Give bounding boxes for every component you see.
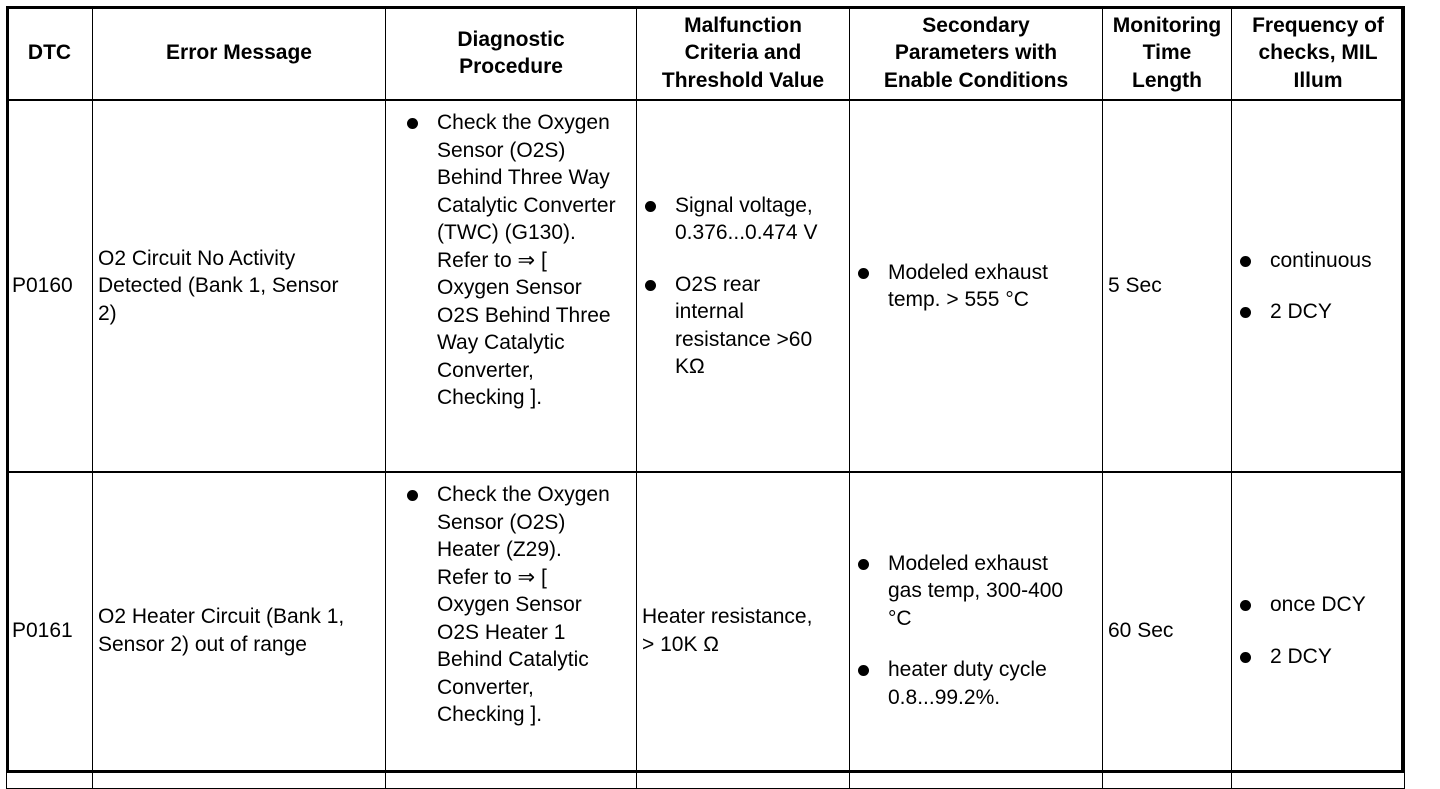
table-outer-border — [6, 6, 1404, 773]
procedure-bullet: Check the Oxygen Sensor (O2S) Behind Three Way Catalytic Converter (TWC) (G130). Refer to ⇒ [ Oxygen Sensor O2S Behind Three Way Catalytic Converter, Checking ]. — [404, 109, 636, 412]
criteria-bullet: O2S rear internal resistance >60 KΩ — [642, 271, 849, 381]
frequency-bullet: 2 DCY — [1237, 643, 1404, 671]
error-message: O2 Heater Circuit (Bank 1, Sensor 2) out of range — [93, 472, 386, 789]
header-malfunction-criteria: Malfunction Criteria and Threshold Value — [637, 7, 850, 101]
header-dtc: DTC — [7, 7, 93, 101]
header-error-message: Error Message — [93, 7, 386, 101]
header-frequency: Frequency of checks, MIL Illum — [1232, 7, 1405, 101]
procedure-bullet: Check the Oxygen Sensor (O2S) Heater (Z29). Refer to ⇒ [ Oxygen Sensor O2S Heater 1 Behind Catalytic Converter, Checking ]. — [404, 481, 636, 729]
condition-bullet: Modeled exhaust gas temp, 300-400 °C — [855, 550, 1102, 633]
header-secondary-parameters: Secondary Parameters with Enable Conditions — [850, 7, 1103, 101]
condition-bullet: heater duty cycle 0.8...99.2%. — [855, 656, 1102, 711]
dtc-code: P0160 — [7, 100, 93, 472]
dtc-code: P0161 — [7, 472, 93, 789]
malfunction-criteria: Heater resistance, > 10K Ω — [637, 472, 850, 789]
monitoring-time: 60 Sec — [1103, 472, 1232, 789]
frequency-bullet: continuous — [1237, 247, 1404, 275]
header-monitoring-time: Monitoring Time Length — [1103, 7, 1232, 101]
monitoring-time: 5 Sec — [1103, 100, 1232, 472]
frequency-bullet: once DCY — [1237, 591, 1404, 619]
error-message: O2 Circuit No Activity Detected (Bank 1, Sensor 2) — [93, 100, 386, 472]
criteria-bullet: Signal voltage, 0.376...0.474 V — [642, 192, 849, 247]
frequency-bullet: 2 DCY — [1237, 298, 1404, 326]
header-diagnostic-procedure: Diagnostic Procedure — [386, 7, 637, 101]
condition-bullet: Modeled exhaust temp. > 555 °C — [855, 259, 1102, 314]
